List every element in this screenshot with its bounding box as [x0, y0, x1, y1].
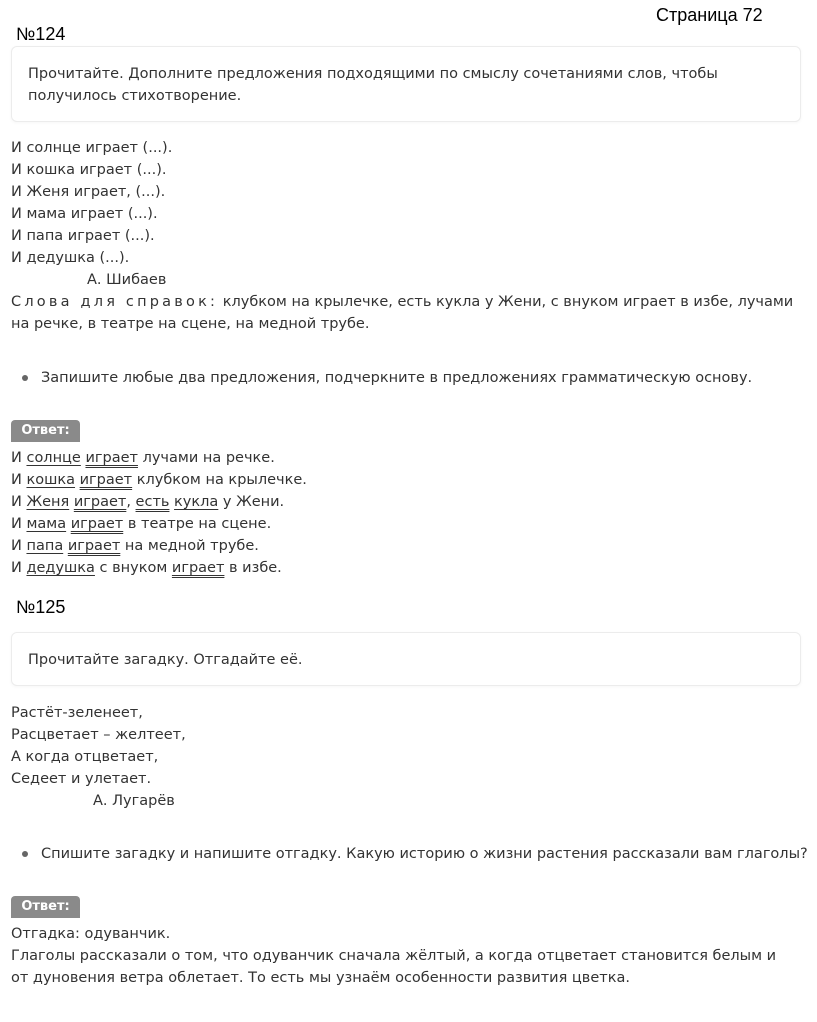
- poem-line: И Женя играет, (...).: [11, 184, 166, 200]
- poem-line: И дедушка (...).: [11, 250, 130, 266]
- answer-text: И: [11, 538, 27, 554]
- predicate-word: играет: [171, 560, 225, 576]
- answer-text: И: [11, 494, 27, 510]
- riddle-line: А когда отцветает,: [11, 749, 159, 765]
- answer-text: лучами на речке.: [137, 450, 275, 466]
- predicate-word: играет: [73, 494, 127, 510]
- bullet-dot-icon: [22, 851, 28, 857]
- task-125-number: №125: [16, 597, 66, 617]
- riddle-line: Растёт-зеленеет,: [11, 705, 143, 721]
- poem-line: И солнце играет (...).: [11, 140, 173, 156]
- bullet-text: Запишите любые два предложения, подчеркните в предложениях грамматическую основу.: [41, 370, 753, 386]
- predicate-word: играет: [70, 516, 124, 532]
- answer-text: клубком на крылечке.: [132, 472, 307, 488]
- poem-author: А. Шибаев: [87, 272, 167, 288]
- task-124-instruction-card: [11, 46, 801, 122]
- answer-text: И: [11, 560, 27, 576]
- riddle-line: Расцветает – желтеет,: [11, 727, 186, 743]
- subject-word: кукла: [174, 494, 219, 510]
- predicate-word: есть: [135, 494, 170, 510]
- subject-word: папа: [26, 538, 64, 554]
- reference-text: клубком на крылечке, есть кукла у Жени, с внуком играет в избе, лучами на речке, в театре на сцене, на медной трубе.: [11, 294, 794, 332]
- task-125-instruction-card: [11, 632, 801, 686]
- poem-line: И кошка играет (...).: [11, 162, 167, 178]
- answer-badge: Ответ:: [11, 896, 80, 918]
- answer-text: ,: [126, 494, 136, 510]
- poem-line: И мама играет (...).: [11, 206, 158, 222]
- predicate-word: играет: [85, 450, 138, 466]
- answer-line: [11, 469, 307, 491]
- riddle-author: А. Лугарёв: [93, 793, 175, 809]
- task-125-bullet: [22, 843, 808, 865]
- task-124-poem: [11, 137, 801, 335]
- task-125-answers: [11, 923, 781, 989]
- answer-line: [11, 513, 307, 535]
- task-125-riddle: [11, 702, 186, 812]
- task-124-bullet: [22, 367, 752, 389]
- subject-word: Женя: [26, 494, 70, 510]
- answer-line: Отгадка: одуванчик.: [11, 926, 171, 942]
- answer-text: в театре на сцене.: [123, 516, 272, 532]
- answer-text: И: [11, 472, 27, 488]
- answer-line: [11, 557, 307, 579]
- answer-text: с внуком: [94, 560, 172, 576]
- answer-line: [11, 447, 307, 469]
- riddle-line: Седеет и улетает.: [11, 771, 152, 787]
- reference-label: Слова для справок:: [11, 294, 219, 310]
- bullet-text: Спишите загадку и напишите отгадку. Какую историю о жизни растения рассказали вам глаголы?: [41, 846, 808, 862]
- answer-badge: Ответ:: [11, 420, 80, 442]
- task-124-number: №124: [16, 24, 66, 44]
- answer-line: Глаголы рассказали о том, что одуванчик сначала жёлтый, а когда отцветает становится белым и от дуновения ветра облетает. То есть мы узнаём особенности развития цветка.: [11, 948, 777, 986]
- answer-text: на медной трубе.: [120, 538, 259, 554]
- answer-line: [11, 535, 307, 557]
- subject-word: дедушка: [26, 560, 95, 576]
- subject-word: кошка: [26, 472, 76, 488]
- answer-text: в избе.: [224, 560, 282, 576]
- poem-line: И папа играет (...).: [11, 228, 155, 244]
- predicate-word: играет: [79, 472, 133, 488]
- subject-word: мама: [26, 516, 67, 532]
- reference-words: [11, 291, 801, 335]
- page-number: Страница 72: [656, 5, 763, 25]
- answer-text: у Жени.: [218, 494, 285, 510]
- answer-text: И: [11, 516, 27, 532]
- predicate-word: играет: [67, 538, 121, 554]
- answer-line: [11, 491, 307, 513]
- answer-text: И: [11, 450, 27, 466]
- task-125-instruction: Прочитайте загадку. Отгадайте её.: [28, 652, 303, 668]
- task-124-instruction: Прочитайте. Дополните предложения подходящими по смыслу сочетаниями слов, чтобы получилось стихотворение.: [28, 66, 718, 104]
- bullet-dot-icon: [22, 375, 28, 381]
- subject-word: солнце: [26, 450, 81, 466]
- task-124-answers: [11, 447, 307, 579]
